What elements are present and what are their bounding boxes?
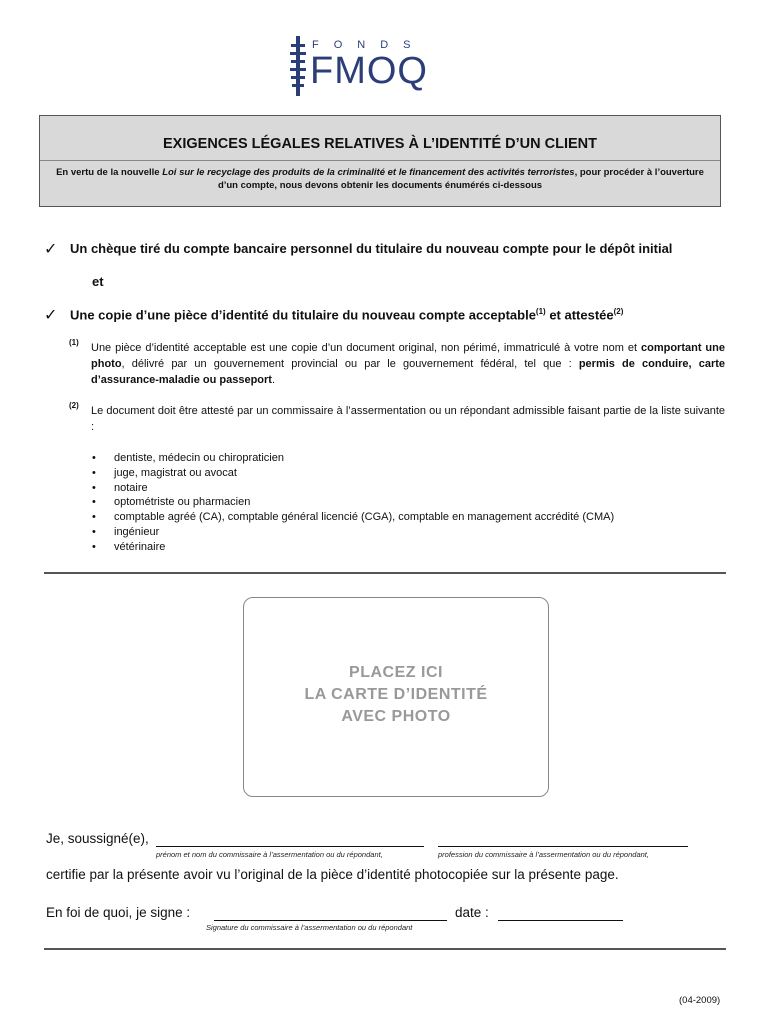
header-sub-after: , pour procéder à l’ouverture d’un compte, nous devons obtenir les documents énumérés ci-dessous	[217, 167, 704, 191]
note-2: Le document doit être attesté par un commissaire à l’assermentation ou un répondant admissible faisant partie de la liste suivante :	[91, 405, 725, 433]
date-label: date :	[455, 905, 489, 920]
list-item: • optométriste ou pharmacien	[92, 495, 722, 510]
list-item: • dentiste, médecin ou chiropraticien	[92, 451, 722, 466]
list-item: • ingénieur	[92, 525, 722, 540]
note-1-text-c: .	[271, 374, 276, 386]
requirement-cheque: Un chèque tiré du compte bancaire personnel du titulaire du nouveau compte pour le dépôt initial	[70, 241, 673, 256]
section-divider	[44, 572, 726, 574]
signature-label: En foi de quoi, je signe :	[46, 905, 191, 920]
photo-id-box	[243, 597, 549, 797]
note-1	[91, 340, 725, 388]
note-1-number: (1)	[69, 338, 79, 347]
photo-line-1: PLACEZ ICI	[349, 664, 443, 681]
photo-line-2: LA CARTE D’IDENTITÉ	[304, 686, 488, 703]
header-sub-before: En vertu de la nouvelle	[56, 167, 163, 178]
header-sub-law: Loi sur le recyclage des produits de la criminalité et le financement des activités terroristes	[162, 167, 575, 178]
note-1-bold-a: comportant une photo	[91, 342, 725, 370]
requirement-id-text: Une copie d’une pièce d’identité du titulaire du nouveau compte acceptable	[70, 307, 536, 323]
signature-field-line[interactable]	[214, 920, 447, 921]
list-item: • vétérinaire	[92, 540, 722, 555]
bottom-divider	[44, 948, 726, 950]
form-version: (04-2009)	[679, 995, 721, 1006]
logo-fonds: FONDS	[312, 39, 426, 51]
professions-list	[92, 451, 722, 555]
logo-fmoq: FMOQ	[310, 50, 428, 92]
note-1-text-b: , délivré par un gouvernement provincial ou par le gouvernement fédéral, tel que :	[121, 358, 579, 370]
caduceus-icon	[288, 34, 308, 98]
name-caption: prénom et nom du commissaire à l’assermentation ou du répondant,	[156, 850, 383, 859]
signature-caption: Signature du commissaire à l’assermentation ou du répondant	[206, 923, 413, 932]
soussigne-label: Je, soussigné(e),	[46, 831, 149, 846]
checkmark-icon: ✓	[44, 241, 58, 258]
profession-field-line[interactable]	[438, 846, 688, 847]
page-title: EXIGENCES LÉGALES RELATIVES À L’IDENTITÉ D’UN CLIENT	[163, 136, 597, 152]
profession-caption: profession du commissaire à l’assermentation ou du répondant,	[438, 850, 649, 859]
name-field-line[interactable]	[156, 846, 424, 847]
note-1-bold-b: permis de conduire, carte d’assurance-maladie ou passeport	[91, 358, 726, 386]
requirement-and: et	[92, 274, 104, 289]
photo-instructions	[244, 662, 548, 728]
footnote-ref-1: (1)	[535, 307, 546, 316]
list-item: • notaire	[92, 481, 722, 496]
certification-text: certifie par la présente avoir vu l’original de la pièce d’identité photocopiée sur la présente page.	[46, 867, 619, 882]
photo-line-3: AVEC PHOTO	[341, 708, 451, 725]
date-field-line[interactable]	[498, 920, 623, 921]
note-1-text-a: Une pièce d’identité acceptable est une copie d’un document original, non périmé, immatriculé à votre nom et	[91, 342, 641, 354]
list-item: • comptable agréé (CA), comptable général licencié (CGA), comptable en management accrédité (CMA)	[92, 510, 722, 525]
checkmark-icon: ✓	[44, 307, 58, 324]
requirement-id-attested: et attestée	[545, 307, 614, 323]
header-subtitle	[56, 166, 704, 192]
fmoq-logo	[288, 34, 438, 98]
header-divider	[40, 160, 720, 161]
list-item: • juge, magistrat ou avocat	[92, 466, 722, 481]
header-box	[39, 115, 721, 207]
requirement-id-copy	[70, 307, 623, 322]
note-2-number: (2)	[69, 401, 79, 410]
footnote-ref-2: (2)	[613, 307, 624, 316]
